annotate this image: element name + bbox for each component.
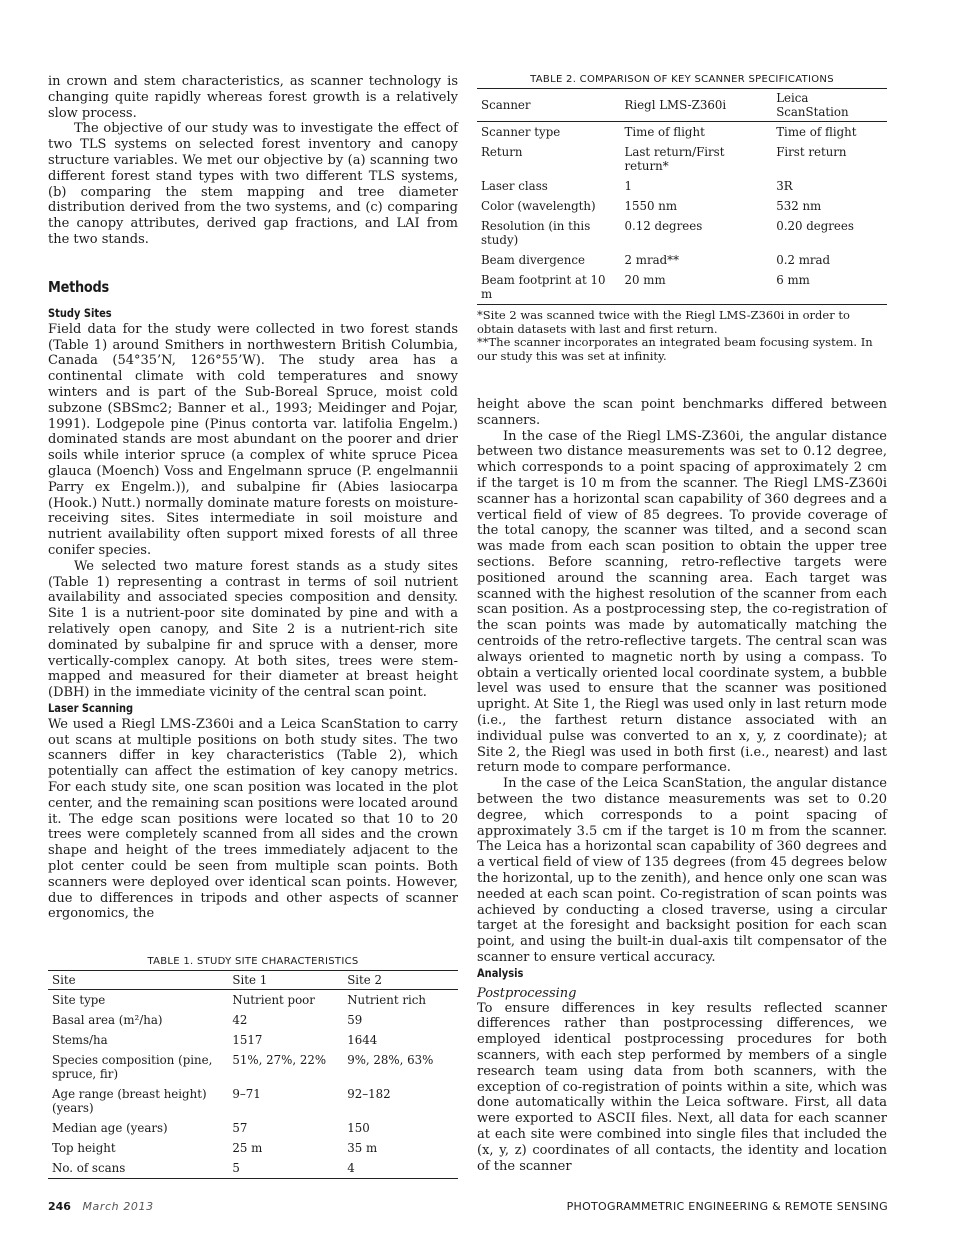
page-number: 246 [48,1200,71,1213]
postprocessing-heading: Postprocessing [477,985,577,1001]
intro-paragraph-2: The objective of our study was to investigate the effect of two TLS systems on selected forest inventory and canopy structure variables. We met our objective by (a) scanning two different forest stand types with two different TLS systems, (b) comparing the stem mapping and tree diameter distribution derived from the two systems, and (c) comparing the canopy attributes, derived gap fractions, and LAI from the two stands. [48,121,458,247]
right-paragraph-1: height above the scan point benchmarks differed between scanners. [477,397,887,428]
table-2-header-row [477,89,887,122]
table-row [477,250,887,270]
table-row [477,196,887,216]
table-row [48,1050,458,1084]
table-row [477,122,887,143]
table-cell: 9%, 28%, 63% [347,1053,434,1068]
table-1 [48,956,458,1179]
table-header-cell: Scanner [481,98,531,112]
table-1-body [48,990,458,1179]
table-cell: 6 mm [776,273,810,287]
table-cell: Scanner type [481,125,561,139]
table-row [477,176,887,196]
laser-scanning-heading: Laser Scanning [48,700,134,715]
journal-name: PHOTOGRAMMETRIC ENGINEERING & REMOTE SENSING [566,1200,888,1213]
table-row [48,1138,458,1158]
table-cell: 1644 [347,1033,378,1048]
table-cell: 1517 [232,1033,263,1048]
table-cell: First return [776,145,847,159]
table-cell: No. of scans [52,1161,126,1176]
right-paragraph-2: In the case of the Riegl LMS-Z360i, the angular distance between two distance measurements was set to 0.12 degree, which corresponds to a point spacing of approximately 2 cm if the target is 10 m from the scanner. The Riegl LMS-Z360i scanner has a horizontal scan capability of 360 degrees and a vertical field of view of 85 degrees. To provide coverage of the total canopy, the scanner was tilted, and a second scan was made from each scan position to obtain the upper tree sections. Before scanning, retro-reflective targets were positioned around the scanning area. Each target was scanned with the highest resolution of the scanner from each scan position. As a postprocessing step, the co-registration of the scan points was made by automatically matching the centroids of the retro-reflective targets. The central scan was always oriented to magnetic north by using a compass. To obtain a vertically oriented local coordinate system, a bubble level was used to ensure that the scanner was positioned upright. At Site 1, the Riegl was used only in last return mode (i.e., the farthest return distance associated with an individual pulse was converted to an x, y, z coordinate); at Site 2, the Riegl was used in both first (i.e., nearest) and last return mode to compare performance. [477,428,887,776]
table-header-cell: Riegl LMS-Z360i [624,98,727,112]
page-footer [48,1200,888,1216]
table-cell: Age range (breast height) (years) [52,1087,207,1116]
table-cell: Nutrient poor [232,993,315,1008]
table-row [48,1010,458,1030]
left-column [48,74,458,1179]
table-cell: 5 [232,1161,240,1176]
footer-page-info [48,1200,154,1213]
table-cell: 1550 nm [624,199,678,213]
table-row [48,1030,458,1050]
table-cell: Basal area (m²/ha) [52,1013,163,1028]
intro-paragraph-1: in crown and stem characteristics, as scanner technology is changing quite rapidly whereas forest growth is a relatively slow process. [48,74,458,121]
table-cell: Site type [52,993,106,1008]
table-cell: Time of flight [624,125,705,139]
table-cell: 4 [347,1161,355,1176]
table-2-note-1: *Site 2 was scanned twice with the Riegl LMS-Z360i in order to obtain datasets with last and first return. [477,308,850,336]
table-cell: 51%, 27%, 22% [232,1053,327,1068]
table-cell: Species composition (pine, spruce, fir) [52,1053,213,1082]
table-cell: 42 [232,1013,248,1028]
table-cell: 9–71 [232,1087,261,1102]
table-cell: 59 [347,1013,363,1028]
table-cell: 57 [232,1121,248,1136]
table-cell: 532 nm [776,199,822,213]
study-sites-paragraph-1: Field data for the study were collected in two forest stands (Table 1) around Smithers in northwestern British Columbia, Canada (54°35’N, 126°55’W). The study area has a continental climate with cold temperatures and snowy winters and is part of the Sub-Boreal Spruce, moist cold subzone (SBSmc2; Banner et al., 1993; Meidinger and Pojar, 1991). Lodgepole pine (Pinus contorta var. latifolia Engelm.) dominated stands are most abundant on the poorer and drier soils while interior spruce (a complex of white spruce Picea glauca (Moench) Voss and Engelmann spruce (P. engelmannii Parry ex Engelm.)), and subalpine fir (Abies lasiocarpa (Hook.) Nutt.) normally dominate mature forests on moisture-receiving sites. Sites intermediate in soil moisture and nutrient availability often support mixed forests of all three conifer species. [48,321,458,558]
table-cell: Beam footprint at 10 m [481,273,606,301]
table-cell: Last return/First return* [624,145,725,173]
table-header-cell: Leica ScanStation [776,91,849,119]
table-2-caption: TABLE 2. COMPARISON OF KEY SCANNER SPECIFICATIONS [530,74,834,85]
table-cell: Median age (years) [52,1121,168,1136]
table-cell: Resolution (in this study) [481,219,591,247]
table-cell: Nutrient rich [347,993,426,1008]
issue-date: March 2013 [82,1200,154,1213]
table-cell: 35 m [347,1141,378,1156]
laser-scanning-paragraph: We used a Riegl LMS-Z360i and a Leica ScanStation to carry out scans at multiple positions on both study sites. The two scanners differ in key characteristics (Table 2), which potentially can affect the estimation of key canopy metrics. For each study site, one scan position was located in the plot center, and the remaining scan positions were located around it. The edge scan positions were located so that 10 to 20 trees were completely scanned from all sides and the crown shape and height of the trees immediately adjacent to the plot center could be seen from multiple scan points. Both scanners were deployed over identical scan points. However, due to differences in tripods and other aspects of scanner ergonomics, the [48,716,458,922]
table-row [48,990,458,1011]
table-cell: 20 mm [624,273,666,287]
right-column [477,74,887,1174]
table-cell: Stems/ha [52,1033,108,1048]
table-row [477,216,887,250]
table-cell: Laser class [481,179,548,193]
table-cell: 25 m [232,1141,263,1156]
table-row [48,1118,458,1138]
table-row [48,1158,458,1179]
right-paragraph-4: To ensure differences in key results reflected scanner differences rather than postprocessing differences, we employed identical postprocessing procedures for both scanners, with each step performed by members of a single research team using data from both scanners, with the exception of co-registration of points within a site, which was done automatically within the Leica software. First, all data were exported to ASCII files. Next, all data for each scanner at each site were combined into single files that included the (x, y, z) coordinates of all contacts, the identity and location of the scanner [477,1000,887,1174]
table-cell: 150 [347,1121,370,1136]
table-cell: 1 [624,179,633,193]
table-cell: 2 mrad** [624,253,679,267]
study-sites-heading: Study Sites [48,305,112,320]
table-cell: Color (wavelength) [481,199,596,213]
table-cell: Return [481,145,523,159]
table-2 [477,74,887,363]
methods-heading: Methods [48,277,109,296]
table-2-body [477,122,887,305]
table-cell: Beam divergence [481,253,585,267]
analysis-heading: Analysis [477,965,524,980]
table-row [477,142,887,176]
table-cell: 92–182 [347,1087,391,1102]
table-cell: Time of flight [776,125,857,139]
table-cell: 0.2 mrad [776,253,831,267]
table-header-cell: Site 1 [232,973,268,988]
table-cell: 0.12 degrees [624,219,703,233]
table-cell: 0.20 degrees [776,219,854,233]
study-sites-paragraph-2: We selected two mature forest stands as a study sites (Table 1) representing a contrast in terms of soil nutrient availability and associated species composition and density. Site 1 is a nutrient-poor site dominated by pine and with a relatively open canopy, and Site 2 is a nutrient-rich site dominated by subalpine fir and spruce with a denser, more vertically-complex canopy. At both sites, trees were stem-mapped and measured for their diameter at breast height (DBH) in the immediate vicinity of the central scan point. [48,558,458,701]
table-row [48,1084,458,1118]
table-cell: 3R [776,179,793,193]
table-header-cell: Site [52,973,76,988]
table-row [477,270,887,305]
table-header-cell: Site 2 [347,973,383,988]
table-1-grid [48,970,458,1179]
table-1-header-row [48,971,458,990]
right-paragraph-3: In the case of the Leica ScanStation, the angular distance between the two distance measurements was set to 0.20 degree, which corresponds to a point spacing of approximately 3.5 cm if the target is 10 m from the scanner. The Leica has a horizontal scan capability of 360 degrees and a vertical field of view of 135 degrees (from 45 degrees below the horizontal, up to the zenith), and hence only one scan was needed at each scan point. Co-registration of scan points was achieved by conducting a closed traverse, using a circular target at the foresight and backsight position for each scan point, and using the built-in dual-axis tilt compensator of the scanner to ensure vertical accuracy. [477,776,887,965]
table-2-grid [477,88,887,305]
table-1-caption: TABLE 1. STUDY SITE CHARACTERISTICS [147,956,359,968]
table-cell: Top height [52,1141,116,1156]
table-2-note-2: **The scanner incorporates an integrated beam focusing system. In our study this was set at infinity. [477,335,873,363]
